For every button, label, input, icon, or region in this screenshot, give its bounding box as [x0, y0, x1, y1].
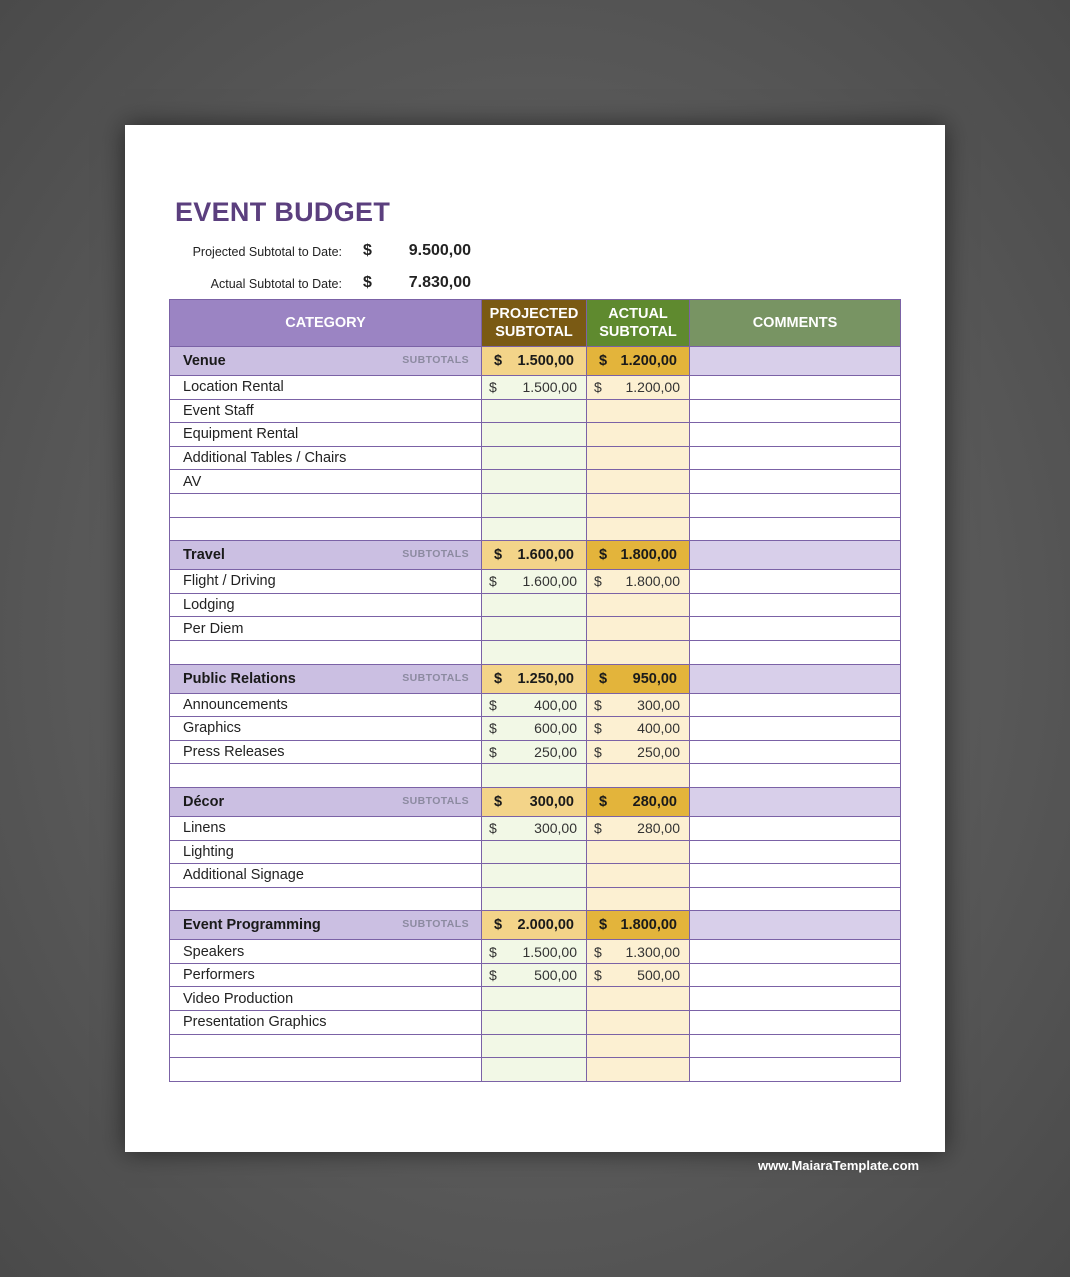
item-name-cell[interactable] [170, 864, 482, 888]
currency-symbol: $ [494, 547, 503, 564]
table-row [170, 446, 901, 470]
item-comment-cell[interactable] [690, 840, 901, 864]
watermark-url: www.MaiaraTemplate.com [758, 1158, 920, 1173]
item-comment-cell[interactable] [690, 940, 901, 964]
table-row [170, 470, 901, 494]
currency-symbol: $ [489, 943, 497, 960]
table-row [170, 963, 901, 987]
item-projected-cell[interactable] [482, 1058, 587, 1082]
section-comment-cell[interactable] [690, 347, 901, 376]
item-name-cell[interactable] [170, 764, 482, 788]
item-name: Event Staff [183, 402, 254, 419]
currency-symbol: $ [494, 353, 503, 369]
item-name-cell[interactable] [170, 940, 482, 964]
item-actual-cell-amount [587, 940, 689, 963]
table-row [170, 717, 901, 741]
item-projected-cell[interactable] [482, 1011, 587, 1035]
item-name-cell[interactable] [170, 423, 482, 447]
table-row [170, 840, 901, 864]
item-actual-cell[interactable] [587, 1034, 690, 1058]
currency-symbol: $ [599, 793, 608, 810]
projected-summary-value: 9.500,00 [408, 242, 471, 259]
item-comment-cell[interactable] [690, 399, 901, 423]
item-projected-cell[interactable] [482, 423, 587, 447]
item-projected-cell[interactable] [482, 376, 587, 400]
section-name: Venue [183, 353, 226, 369]
subtotals-label: SUBTOTALS [402, 548, 469, 561]
item-projected-cell[interactable] [482, 446, 587, 470]
currency-symbol: $ [594, 379, 602, 396]
section-projected-subtotal-amount [482, 911, 586, 939]
amount-value: 1.250,00 [517, 670, 574, 687]
item-comment-cell[interactable] [690, 693, 901, 717]
item-comment-cell[interactable] [690, 593, 901, 617]
item-name-cell[interactable] [170, 593, 482, 617]
table-row [170, 640, 901, 664]
document-page [125, 125, 945, 1152]
item-actual-cell[interactable] [587, 1058, 690, 1082]
item-comment-cell[interactable] [690, 617, 901, 641]
item-actual-cell[interactable] [587, 517, 690, 541]
table-row [170, 617, 901, 641]
actual-summary-row [125, 274, 485, 296]
subtotals-label: SUBTOTALS [402, 354, 469, 366]
item-comment-cell[interactable] [690, 864, 901, 888]
amount-value: 1.800,00 [620, 917, 677, 934]
currency-symbol: $ [489, 744, 497, 761]
item-name-cell[interactable] [170, 617, 482, 641]
amount-value: 1.500,00 [522, 379, 577, 396]
item-comment-cell[interactable] [690, 1058, 901, 1082]
section-projected-subtotal[interactable] [482, 347, 587, 376]
item-name-cell[interactable] [170, 840, 482, 864]
table-row [170, 887, 901, 911]
amount-value: 1.300,00 [625, 943, 680, 960]
table-row [170, 940, 901, 964]
section-projected-subtotal-amount [482, 347, 586, 375]
item-actual-cell[interactable] [587, 617, 690, 641]
table-row [170, 764, 901, 788]
item-name: Graphics [183, 720, 242, 737]
item-projected-cell[interactable] [482, 840, 587, 864]
item-comment-cell[interactable] [690, 963, 901, 987]
section-actual-subtotal-amount [587, 788, 689, 816]
section-comment-cell[interactable] [690, 664, 901, 693]
table-row [170, 864, 901, 888]
item-name-cell[interactable] [170, 1034, 482, 1058]
currency-symbol: $ [489, 696, 497, 713]
item-name-cell[interactable] [170, 570, 482, 594]
item-actual-cell[interactable] [587, 399, 690, 423]
table-row [170, 987, 901, 1011]
item-name: Per Diem [183, 620, 244, 637]
currency-symbol: $ [599, 670, 608, 687]
item-actual-cell[interactable] [587, 840, 690, 864]
header-actual-subtotal [587, 300, 690, 347]
item-actual-cell-amount [587, 741, 689, 764]
section-name-cell[interactable] [170, 911, 482, 940]
item-name: Linens [183, 820, 226, 837]
amount-value: 250,00 [534, 744, 577, 761]
item-projected-cell[interactable] [482, 640, 587, 664]
amount-value: 1.800,00 [625, 573, 680, 590]
section-projected-subtotal[interactable] [482, 787, 587, 816]
amount-value: 280,00 [637, 820, 680, 837]
item-name-cell[interactable] [170, 640, 482, 664]
item-projected-cell[interactable] [482, 940, 587, 964]
item-projected-cell[interactable] [482, 570, 587, 594]
projected-summary-currency: $ [363, 242, 372, 259]
item-actual-cell[interactable] [587, 887, 690, 911]
section-row [170, 911, 901, 940]
amount-value: 1.600,00 [517, 547, 574, 564]
currency-symbol: $ [594, 744, 602, 761]
section-projected-subtotal-amount [482, 788, 586, 816]
table-row [170, 1034, 901, 1058]
budget-body [170, 347, 901, 1082]
header-actual-line2: SUBTOTAL [599, 324, 677, 340]
item-actual-cell[interactable] [587, 570, 690, 594]
header-projected-line2: SUBTOTAL [495, 324, 573, 340]
item-projected-cell-amount [482, 570, 586, 593]
item-comment-cell[interactable] [690, 570, 901, 594]
amount-value: 280,00 [632, 793, 677, 810]
item-comment-cell[interactable] [690, 717, 901, 741]
currency-symbol: $ [599, 917, 608, 934]
item-actual-cell[interactable] [587, 740, 690, 764]
item-projected-cell[interactable] [482, 1034, 587, 1058]
item-name-cell[interactable] [170, 887, 482, 911]
projected-summary-label: Projected Subtotal to Date: [192, 245, 342, 259]
item-name-cell[interactable] [170, 470, 482, 494]
item-name-cell[interactable] [170, 446, 482, 470]
item-comment-cell[interactable] [690, 376, 901, 400]
item-actual-cell[interactable] [587, 963, 690, 987]
amount-value: 950,00 [632, 670, 677, 687]
item-projected-cell-amount [482, 964, 586, 987]
section-row [170, 787, 901, 816]
item-actual-cell-amount [587, 817, 689, 840]
item-projected-cell[interactable] [482, 963, 587, 987]
item-comment-cell[interactable] [690, 493, 901, 517]
section-name: Public Relations [183, 670, 296, 687]
currency-symbol: $ [594, 820, 602, 837]
currency-symbol: $ [594, 696, 602, 713]
item-name: Additional Tables / Chairs [183, 450, 347, 467]
item-name: Equipment Rental [183, 426, 299, 443]
item-name-cell[interactable] [170, 987, 482, 1011]
item-name-cell[interactable] [170, 963, 482, 987]
section-name-cell[interactable] [170, 541, 482, 570]
item-projected-cell[interactable] [482, 864, 587, 888]
item-projected-cell[interactable] [482, 740, 587, 764]
amount-value: 300,00 [637, 696, 680, 713]
section-actual-subtotal[interactable] [587, 347, 690, 376]
amount-value: 500,00 [534, 967, 577, 984]
table-row [170, 1058, 901, 1082]
item-actual-cell-amount [587, 570, 689, 593]
table-row [170, 423, 901, 447]
item-name: Press Releases [183, 744, 285, 761]
amount-value: 2.000,00 [517, 917, 574, 934]
item-actual-cell[interactable] [587, 764, 690, 788]
item-projected-cell[interactable] [482, 517, 587, 541]
item-comment-cell[interactable] [690, 887, 901, 911]
section-actual-subtotal[interactable] [587, 787, 690, 816]
item-name-cell[interactable] [170, 1058, 482, 1082]
item-name: Location Rental [183, 379, 284, 396]
budget-table [169, 299, 901, 1082]
item-projected-cell-amount [482, 694, 586, 717]
item-actual-cell[interactable] [587, 816, 690, 840]
table-row [170, 517, 901, 541]
item-name-cell[interactable] [170, 1011, 482, 1035]
item-name-cell[interactable] [170, 517, 482, 541]
section-name-cell[interactable] [170, 347, 482, 376]
amount-value: 250,00 [637, 744, 680, 761]
section-row [170, 664, 901, 693]
item-name-cell[interactable] [170, 493, 482, 517]
item-projected-cell-amount [482, 817, 586, 840]
item-comment-cell[interactable] [690, 987, 901, 1011]
section-actual-subtotal[interactable] [587, 664, 690, 693]
amount-value: 1.600,00 [522, 573, 577, 590]
currency-symbol: $ [494, 670, 503, 687]
section-comment-cell[interactable] [690, 911, 901, 940]
section-actual-subtotal-amount [587, 911, 689, 939]
table-row [170, 740, 901, 764]
section-projected-subtotal[interactable] [482, 911, 587, 940]
amount-value: 400,00 [637, 720, 680, 737]
header-comments: COMMENTS [690, 300, 901, 347]
item-projected-cell[interactable] [482, 764, 587, 788]
item-actual-cell[interactable] [587, 1011, 690, 1035]
amount-value: 500,00 [637, 967, 680, 984]
section-comment-cell[interactable] [690, 787, 901, 816]
section-name: Travel [183, 547, 225, 564]
amount-value: 1.200,00 [625, 379, 680, 396]
item-name-cell[interactable] [170, 740, 482, 764]
amount-value: 1.500,00 [522, 943, 577, 960]
item-comment-cell[interactable] [690, 816, 901, 840]
item-name: Presentation Graphics [183, 1014, 327, 1031]
item-projected-cell[interactable] [482, 693, 587, 717]
item-name-cell[interactable] [170, 717, 482, 741]
currency-symbol: $ [594, 573, 602, 590]
table-row [170, 1011, 901, 1035]
section-projected-subtotal-amount [482, 665, 586, 693]
item-name: Performers [183, 967, 255, 984]
item-actual-cell-amount [587, 694, 689, 717]
currency-symbol: $ [489, 379, 497, 396]
currency-symbol: $ [489, 720, 497, 737]
item-projected-cell[interactable] [482, 816, 587, 840]
item-actual-cell[interactable] [587, 446, 690, 470]
section-actual-subtotal-amount [587, 665, 689, 693]
section-name: Décor [183, 793, 225, 810]
item-actual-cell[interactable] [587, 593, 690, 617]
section-actual-subtotal[interactable] [587, 541, 690, 570]
amount-value: 600,00 [534, 720, 577, 737]
item-actual-cell[interactable] [587, 493, 690, 517]
item-comment-cell[interactable] [690, 1011, 901, 1035]
item-name: Video Production [183, 990, 294, 1007]
currency-symbol: $ [594, 720, 602, 737]
item-actual-cell[interactable] [587, 376, 690, 400]
item-name: Announcements [183, 696, 288, 713]
section-name-cell[interactable] [170, 664, 482, 693]
currency-symbol: $ [494, 917, 503, 934]
currency-symbol: $ [489, 820, 497, 837]
item-actual-cell[interactable] [587, 423, 690, 447]
header-category: CATEGORY [170, 300, 482, 347]
subtotals-label: SUBTOTALS [402, 671, 469, 684]
section-actual-subtotal-amount [587, 541, 689, 569]
amount-value: 1.500,00 [517, 353, 574, 369]
item-comment-cell[interactable] [690, 517, 901, 541]
subtotals-label: SUBTOTALS [402, 794, 469, 807]
amount-value: 300,00 [534, 820, 577, 837]
table-row [170, 593, 901, 617]
item-actual-cell[interactable] [587, 470, 690, 494]
item-projected-cell[interactable] [482, 470, 587, 494]
table-header-row [170, 300, 901, 347]
item-projected-cell[interactable] [482, 987, 587, 1011]
currency-symbol: $ [599, 353, 608, 369]
item-actual-cell[interactable] [587, 940, 690, 964]
section-name-cell[interactable] [170, 787, 482, 816]
header-actual-line1: ACTUAL [608, 306, 668, 322]
currency-symbol: $ [489, 573, 497, 590]
section-comment-cell[interactable] [690, 541, 901, 570]
actual-summary-value: 7.830,00 [408, 274, 471, 291]
amount-value: 1.200,00 [620, 353, 677, 369]
section-name: Event Programming [183, 917, 321, 934]
section-projected-subtotal[interactable] [482, 541, 587, 570]
table-row [170, 493, 901, 517]
item-name-cell[interactable] [170, 376, 482, 400]
item-comment-cell[interactable] [690, 640, 901, 664]
amount-value: 300,00 [529, 793, 574, 810]
item-projected-cell-amount [482, 940, 586, 963]
currency-symbol: $ [599, 547, 608, 564]
item-projected-cell[interactable] [482, 617, 587, 641]
item-projected-cell[interactable] [482, 717, 587, 741]
currency-symbol: $ [489, 967, 497, 984]
page-title: EVENT BUDGET [175, 197, 391, 227]
section-row [170, 541, 901, 570]
section-projected-subtotal-amount [482, 541, 586, 569]
currency-symbol: $ [494, 793, 503, 810]
table-row [170, 816, 901, 840]
item-comment-cell[interactable] [690, 764, 901, 788]
table-row [170, 399, 901, 423]
actual-summary-currency: $ [363, 274, 372, 291]
currency-symbol: $ [594, 943, 602, 960]
item-name: Lighting [183, 843, 234, 860]
item-comment-cell[interactable] [690, 1034, 901, 1058]
item-actual-cell[interactable] [587, 693, 690, 717]
item-name-cell[interactable] [170, 816, 482, 840]
table-row [170, 693, 901, 717]
item-projected-cell[interactable] [482, 887, 587, 911]
subtotals-label: SUBTOTALS [402, 918, 469, 931]
amount-value: 400,00 [534, 696, 577, 713]
item-projected-cell-amount [482, 376, 586, 399]
actual-summary-label: Actual Subtotal to Date: [210, 277, 342, 291]
section-actual-subtotal-amount [587, 347, 689, 375]
item-name: Flight / Driving [183, 573, 276, 590]
item-actual-cell[interactable] [587, 717, 690, 741]
item-actual-cell-amount [587, 717, 689, 740]
item-actual-cell[interactable] [587, 864, 690, 888]
item-name: AV [183, 473, 202, 490]
section-actual-subtotal[interactable] [587, 911, 690, 940]
item-actual-cell-amount [587, 376, 689, 399]
amount-value: 1.800,00 [620, 547, 677, 564]
item-name-cell[interactable] [170, 399, 482, 423]
currency-symbol: $ [594, 967, 602, 984]
item-name: Lodging [183, 597, 235, 614]
item-comment-cell[interactable] [690, 470, 901, 494]
item-projected-cell[interactable] [482, 493, 587, 517]
item-projected-cell-amount [482, 717, 586, 740]
item-actual-cell[interactable] [587, 987, 690, 1011]
item-comment-cell[interactable] [690, 446, 901, 470]
item-actual-cell-amount [587, 964, 689, 987]
section-projected-subtotal[interactable] [482, 664, 587, 693]
table-row [170, 376, 901, 400]
item-name-cell[interactable] [170, 693, 482, 717]
projected-summary-row [125, 242, 485, 264]
item-projected-cell[interactable] [482, 399, 587, 423]
table-row [170, 570, 901, 594]
item-name: Speakers [183, 943, 245, 960]
item-name: Additional Signage [183, 867, 304, 884]
section-row [170, 347, 901, 376]
header-projected-line1: PROJECTED [489, 306, 579, 322]
item-projected-cell[interactable] [482, 593, 587, 617]
item-actual-cell[interactable] [587, 640, 690, 664]
item-projected-cell-amount [482, 741, 586, 764]
item-comment-cell[interactable] [690, 423, 901, 447]
header-projected-subtotal [482, 300, 587, 347]
item-comment-cell[interactable] [690, 740, 901, 764]
